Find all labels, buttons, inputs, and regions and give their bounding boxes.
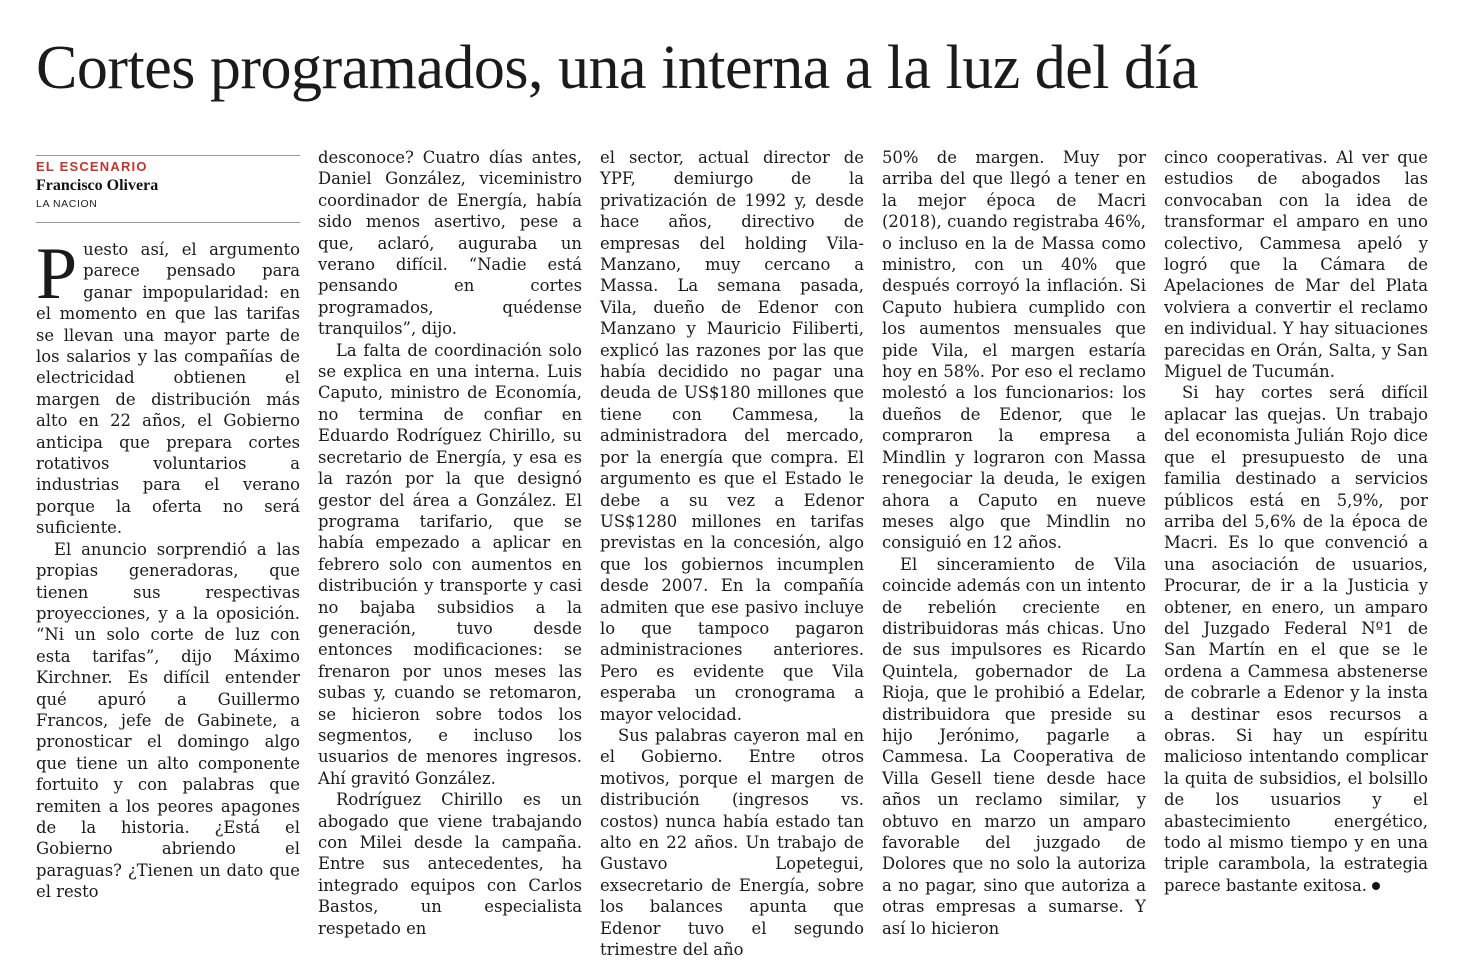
headline: Cortes programados, una interna a la luz del día xyxy=(36,34,1199,102)
byline xyxy=(36,147,300,223)
article-column-5 xyxy=(1164,147,1428,895)
paragraph: El anuncio sorprendió a las propias generadoras, que tienen sus respectivas proyecciones, y a la oposición. “Ni un solo corte de luz con esta tarifas”, dijo Máximo Kirchner. Es difícil entender qué apuró a Guillermo Francos, jefe de Gabinete, a pronosticar el domingo algo que tiene un alto componente fortuito y con palabras que remiten a los peores apagones de la historia. ¿Está el Gobierno abriendo el paraguas? ¿Tienen un dato que el resto xyxy=(36,539,300,902)
paragraph: 50% de margen. Muy por arriba del que llegó a tener en la mejor época de Macri (2018), cuando registraba 46%, o incluso en la de Massa como ministro, con un 40% que después corroyó la inflación. Si Caputo hubiera cumplido con los aumentos mensuales que pide Vila, el margen estaría hoy en 58%. Por eso el reclamo molestó a los funcionarios: los dueños de Edenor, que le compraron la empresa a Mindlin y lograron con Massa renegociar la deuda, le exigen ahora a Caputo en nueve meses algo que Mindlin no consiguió en 12 años. xyxy=(882,148,1146,553)
section-label: EL ESCENARIO xyxy=(36,159,148,174)
paragraph: cinco cooperativas. Al ver que estudios de abogados las convocaban con la idea de transformar el amparo en uno colectivo, Cammesa apeló y logró que la Cámara de Apelaciones de Mar del Plata volviera a convertir el reclamo en individual. Y hay situaciones parecidas en Orán, Salta, y San Miguel de Tucumán. xyxy=(1164,148,1428,382)
paragraph: el sector, actual director de YPF, demiurgo de la privatización de 1992 y, desde hace años, directivo de empresas del holding Vila-Manzano, muy cercano a Massa. La semana pasada, Vila, dueño de Edenor con Manzano y Mauricio Filiberti, explicó las razones por las que había decidido no pagar una deuda de US$180 millones que tiene con Cammesa, la administradora del mercado, por la energía que compra. El argumento es que el Estado le debe a su vez a Edenor US$1280 millones en tarifas previstas en la concesión, algo que los gobiernos incumplen desde 2007. En la compañía admiten que ese pasivo incluye lo que tampoco pagaron administraciones anteriores. Pero es evidente que Vila esperaba un cronograma a mayor velocidad. xyxy=(600,148,864,724)
paragraph-text: uesto así, el argumento parece pensado para ganar impopularidad: en el momento en que las tarifas se llevan una mayor parte de los salarios y las compañías de electricidad obtienen el margen de distribución más alto en 22 años, el Gobierno anticipa que prepara cortes rotativos voluntarios a industrias para el verano porque la oferta no será suficiente. xyxy=(36,240,300,538)
article-column-4 xyxy=(882,147,1146,938)
paragraph: Rodríguez Chirillo es un abogado que viene trabajando con Milei desde la campaña. Entre sus antecedentes, ha integrado equipos con Carlos Bastos, un especialista respetado en xyxy=(318,790,582,938)
paragraph: La falta de coordinación solo se explica en una interna. Luis Caputo, ministro de Economía, no termina de confiar en Eduardo Rodríguez Chirillo, su secretario de Energía, y esa es la razón por la que designó gestor del área a González. El programa tarifario, que se había empezado a aplicar en febrero solo con aumentos en distribución y transporte y casi no bajaba subsidios a la generación, tuvo desde entonces modificaciones: se frenaron por unos meses las subas y, cuando se retomaron, se hicieron sobre todos los segmentos, e incluso los usuarios de menores ingresos. Ahí gravitó González. xyxy=(318,340,582,788)
paragraph: El sinceramiento de Vila coincide además con un intento de rebelión creciente en distribuidoras más chicas. Uno de sus impulsores es Ricardo Quintela, gobernador de La Rioja, que le prohibió a Edelar, distribuidora que preside su hijo Jerónimo, pagarle a Cammesa. La Cooperativa de Villa Gesell tiene desde hace años un reclamo similar, y obtuvo en marzo un amparo favorable del juzgado de Dolores que no solo la autoriza a no pagar, sino que autoriza a otras empresas a sumarse. Y así lo hicieron xyxy=(882,554,1146,938)
article-column-3 xyxy=(600,147,864,960)
byline-top-rule xyxy=(36,155,300,156)
drop-cap: P xyxy=(36,233,78,315)
paragraph xyxy=(36,233,300,539)
author-name: Francisco Olivera xyxy=(36,177,159,194)
paragraph xyxy=(1164,382,1428,896)
article-column-1 xyxy=(36,147,300,902)
paragraph-text: Si hay cortes será difícil aplacar las quejas. Un trabajo del economista Julián Rojo dice que el presupuesto de una familia destinado a servicios públicos está en 5,9%, por arriba del 5,6% de la época de Macri. Es lo que convenció a una asociación de usuarios, Procurar, de ir a la Justicia y obtener, en enero, un amparo del Juzgado Federal Nº1 de San Martín en el que se le ordena a Cammesa abstenerse de cobrarle a Edenor y la insta a destinar esos recursos a obras. Si hay un espíritu malicioso intentando complicar la quita de subsidios, el bolsillo de los usuarios y el abastecimiento energético, todo al mismo tiempo y en una triple carambola, la estrategia parece bastante exitosa. xyxy=(1164,383,1428,895)
paragraph: Sus palabras cayeron mal en el Gobierno. Entre otros motivos, porque el margen de distribución (ingresos vs. costos) nunca había estado tan alto en 22 años. Un trabajo de Gustavo Lopetegui, exsecretario de Energía, sobre los balances apunta que Edenor tuvo el segundo trimestre del año xyxy=(600,725,864,960)
paragraph: desconoce? Cuatro días antes, Daniel González, viceministro coordinador de Energía, había sido menos asertivo, pese a que, aclaró, auguraba un verano difícil. “Nadie está pensando en cortes programados, quédense tranquilos”, dijo. xyxy=(318,148,582,339)
article-column-2 xyxy=(318,147,582,938)
end-of-article-icon xyxy=(1372,882,1380,890)
outlet-name: LA NACION xyxy=(36,198,98,210)
byline-bottom-rule xyxy=(36,222,300,223)
